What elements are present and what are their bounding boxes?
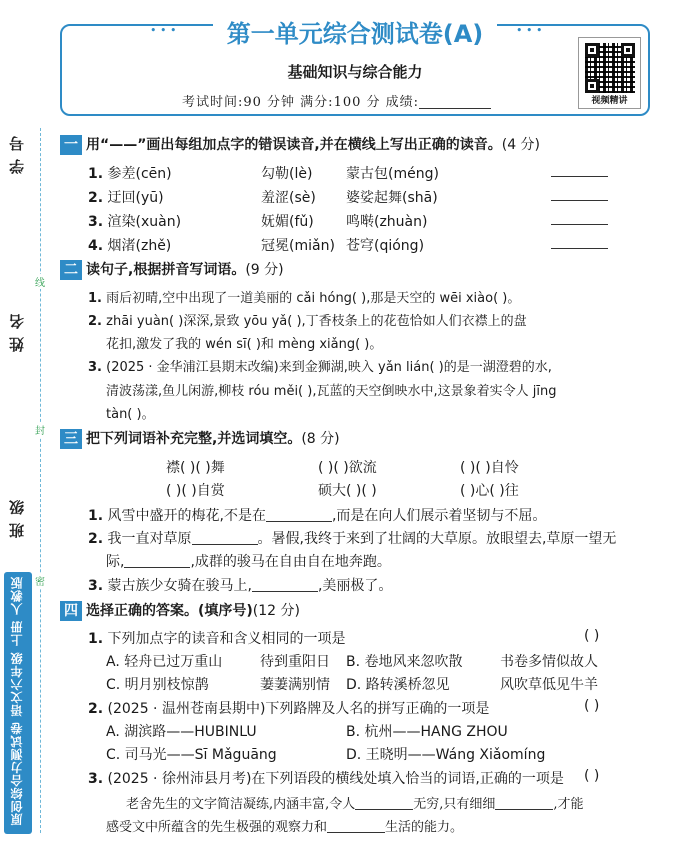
answer-blank[interactable] [551, 187, 608, 201]
pinyin-item: 渲染(xuàn) [107, 214, 182, 230]
question-text: (2025 · 金华浦江县期末改编)来到金狮湖,映入 yǎn lián( )的是一湖澄碧的水, [106, 360, 552, 375]
question-text: ,美丽极了。 [317, 578, 393, 594]
section-text: 把下列词语补充完整,并选词填空。 [86, 431, 302, 447]
class-label: 班级 [8, 492, 26, 538]
binding-line [40, 128, 41, 833]
item-number: 2. [88, 190, 104, 206]
question-stem: (2025 · 温州苍南县期中)下列路牌及人名的拼写正确的一项是 [107, 701, 490, 717]
question-text: 风雪中盛开的梅花,不是在 [107, 508, 266, 524]
item-number: 3. [88, 578, 104, 594]
item-number: 1. [88, 508, 104, 524]
item-number: 1. [88, 166, 104, 182]
item-number: 1. [88, 631, 104, 647]
pinyin-item: 冠冕(miǎn) [261, 238, 335, 254]
option-c[interactable]: C. 明月别枝惊鹊 [106, 677, 209, 693]
answer-paren[interactable]: ( ) [584, 698, 600, 714]
pinyin-item: 妩媚(fǔ) [261, 214, 314, 230]
question-stem: (2025 · 徐州沛县月考)在下列语段的横线处填入恰当的词语,正确的一项是 [107, 771, 564, 787]
option-d-pair: 风吹草低见牛羊 [500, 677, 598, 693]
answer-blank[interactable] [124, 554, 190, 568]
pinyin-item: 苍穹(qióng) [346, 238, 425, 254]
question-stem: 下列加点字的读音和含义相同的一项是 [107, 631, 346, 647]
section-2-heading [60, 259, 284, 279]
section-number: 三 [60, 429, 82, 449]
item-number: 2. [88, 531, 104, 547]
option-b-pair: 书卷多情似故人 [500, 654, 598, 670]
option-c-pair: 萋萋满别情 [260, 677, 330, 693]
question-text: 我一直对草原 [107, 531, 192, 547]
student-id-label: 学号 [8, 128, 26, 174]
passage-text: ,才能 [553, 797, 584, 812]
question-text: ,成群的骏马在自由自在地奔跑。 [190, 554, 391, 570]
pinyin-item: 鸣啭(zhuàn) [346, 214, 428, 230]
item-number: 2. [88, 314, 102, 329]
qr-finder [621, 43, 635, 57]
qr-finder [585, 43, 599, 57]
seam-mark-secret: 密 [35, 573, 45, 588]
answer-paren[interactable]: ( ) [584, 628, 600, 644]
decoration-dots-left: • • • [150, 24, 177, 37]
item-number: 4. [88, 238, 104, 254]
answer-blank[interactable] [252, 578, 318, 592]
question-text: 际, [106, 554, 125, 570]
section-4-heading [60, 600, 300, 620]
option-a-pair: 待到重阳日 [260, 654, 330, 670]
question-text: ,而是在向人们展示着坚韧与不屈。 [331, 508, 547, 524]
question-text: 蒙古族少女骑在骏马上, [107, 578, 252, 594]
passage-text: 感受文中所蕴含的先生极强的观察力和 [106, 820, 328, 835]
seam-mark-line: 线 [35, 274, 45, 289]
qr-finder [585, 79, 599, 93]
pinyin-item: 羞涩(sè) [261, 190, 316, 206]
passage-text: 老舍先生的文字简洁凝练,内涵丰富,令人 [126, 797, 356, 812]
question-text: 。暑假,我终于来到了壮阔的大草原。放眼望去,草原一望无 [257, 531, 617, 547]
idiom-fill[interactable]: ( )心( )往 [460, 483, 519, 499]
option-c[interactable]: C. 司马光——Sī Mǎguāng [106, 747, 277, 763]
idiom-fill[interactable]: 硕大( )( ) [318, 483, 377, 499]
idiom-fill[interactable]: 襟( )( )舞 [166, 460, 225, 476]
pinyin-item: 迂回(yū) [107, 190, 164, 206]
qr-label: 视频精讲 [591, 96, 628, 106]
decoration-dots-right: • • • [516, 24, 543, 37]
idiom-fill[interactable]: ( )( )自怜 [460, 460, 519, 476]
passage-text: 生活的能力。 [385, 820, 464, 835]
seam-mark-seal: 封 [35, 422, 45, 437]
answer-blank[interactable] [495, 796, 553, 810]
pinyin-item: 烟渚(zhě) [107, 238, 172, 254]
section-score: (12 分) [252, 603, 300, 619]
answer-blank[interactable] [192, 531, 258, 545]
score-blank[interactable] [419, 96, 491, 109]
exam-info: 考试时间:90 分钟 满分:100 分 成绩: [182, 91, 491, 110]
section-3-heading [60, 428, 340, 448]
section-text: 选择正确的答案。(填序号) [86, 603, 253, 619]
pinyin-item: 婆娑起舞(shā) [346, 190, 438, 206]
answer-blank[interactable] [355, 796, 413, 810]
question-text: 花扣,激发了我的 wén sī( )和 mèng xiǎng( )。 [106, 337, 383, 352]
passage-text: 无穷,只有细细 [413, 797, 496, 812]
spine-banner [4, 572, 32, 834]
option-b[interactable]: B. 杭州——HANG ZHOU [346, 724, 508, 740]
option-a[interactable]: A. 湖滨路——HUBINLU [106, 724, 257, 740]
answer-paren[interactable]: ( ) [584, 768, 600, 784]
option-d[interactable]: D. 路转溪桥忽见 [346, 677, 450, 693]
option-b[interactable]: B. 卷地风来忽吹散 [346, 654, 463, 670]
item-number: 3. [88, 771, 104, 787]
answer-blank[interactable] [327, 819, 385, 833]
item-number: 3. [88, 214, 104, 230]
pinyin-item: 参差(cēn) [107, 166, 172, 182]
pinyin-item: 勾勒(lè) [261, 166, 313, 182]
section-number: 一 [60, 135, 82, 155]
section-score: (4 分) [501, 137, 541, 153]
question-text: 清波荡漾,鱼儿闲游,柳枝 róu měi( ),瓦蓝的天空倒映水中,这景象着实令人 jīng [106, 384, 557, 399]
section-text: 用“——”画出每组加点字的错误读音,并在横线上写出正确的读音。 [86, 137, 502, 153]
item-number: 1. [88, 291, 102, 306]
option-a[interactable]: A. 轻舟已过万重山 [106, 654, 223, 670]
section-text: 读句子,根据拼音写词语。 [86, 262, 246, 278]
answer-blank[interactable] [551, 235, 608, 249]
section-score: (9 分) [245, 262, 284, 278]
item-number: 2. [88, 701, 104, 717]
option-d[interactable]: D. 王晓明——Wáng Xiǎomíng [346, 747, 546, 763]
page-subtitle: 基础知识与综合能力 [287, 63, 423, 81]
pinyin-item: 蒙古包(méng) [346, 166, 439, 182]
item-number: 3. [88, 360, 102, 375]
answer-blank[interactable] [266, 508, 332, 522]
question-text: tàn( )。 [106, 407, 155, 422]
name-label: 姓名 [8, 306, 26, 352]
page-title: 第一单元综合测试卷(A) [60, 14, 650, 49]
question-text: zhāi yuàn( )深深,景致 yōu yǎ( ),丁香枝条上的花苞恰如人们衣襟上的盘 [106, 314, 527, 329]
idiom-fill[interactable]: ( )( )自赏 [166, 483, 225, 499]
qr-code[interactable] [578, 37, 641, 109]
answer-blank[interactable] [551, 211, 608, 225]
section-number: 二 [60, 260, 82, 280]
section-score: (8 分) [301, 431, 340, 447]
section-number: 四 [60, 601, 82, 621]
answer-blank[interactable] [551, 163, 608, 177]
idiom-fill[interactable]: ( )( )欲流 [318, 460, 377, 476]
question-text: 雨后初晴,空中出现了一道美丽的 cǎi hóng( ),那是天空的 wēi xiào( )。 [106, 291, 521, 306]
section-1-heading [60, 134, 540, 154]
spine-text: 原创综合力测试卷 语文六年级 上册 人教版 [10, 576, 24, 826]
